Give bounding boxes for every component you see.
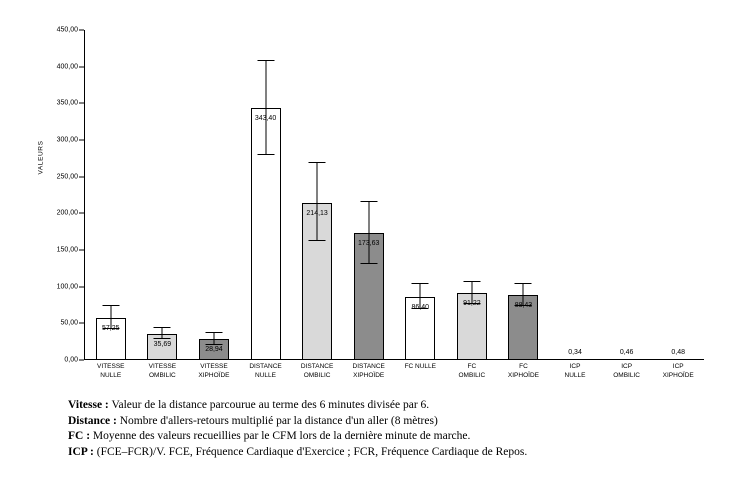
x-axis-tick-label-line: OMBILIC [303,372,331,379]
x-axis-tick-label-line: XIPHOÏDE [662,372,694,379]
x-axis-tick-label [85,362,137,380]
bar-value-label: 28,94 [205,345,223,353]
x-axis-tick-label [291,362,343,380]
x-axis-tick-label-line: OMBILIC [458,372,486,379]
error-bar-cap [309,162,326,163]
x-axis-tick-label-line: XIPHOÏDE [507,372,539,379]
x-axis-tick-label [652,362,704,380]
footnotes [68,398,708,460]
y-axis-tick-label: 350,00 [56,99,78,107]
error-bar [265,61,266,155]
bar-slot [251,30,281,360]
error-bar-cap [360,263,377,264]
x-axis-tick-label-line: XIPHOÏDE [353,372,385,379]
x-axis-tick-label [137,362,189,380]
bar-slot [199,30,229,360]
error-bar [368,202,369,264]
x-axis-tick-label-line: DISTANCE [249,363,282,370]
y-axis-tick-labels [46,26,82,364]
x-axis-tick-label [601,362,653,380]
x-axis-tick-label-line: DISTANCE [300,363,334,370]
x-axis-tick-label [395,362,447,371]
bar-value-label: 343,40 [254,115,277,123]
bar-value-label: 57,25 [102,325,120,333]
x-axis-tick-label-line: FC [519,363,528,370]
footnote-vitesse-text: Valeur de la distance parcourue au terme des 6 minutes divisée par 6. [108,399,430,411]
x-axis-tick-label-line: VITESSE [200,363,228,370]
error-bar-cap [102,305,119,306]
x-axis-tick-label-line: FC NULLE [404,363,436,370]
x-axis-tick-label-line: VITESSE [148,363,177,370]
bar-slot [354,30,384,360]
error-bar-cap [360,201,377,202]
y-axis-tick-label: 0,00 [64,356,78,364]
bar-value-label: 0,34 [568,349,582,356]
x-axis-tick-label [498,362,550,380]
error-bar-cap [463,281,480,282]
bar-slot [147,30,177,360]
x-axis-tick-label [240,362,292,380]
bar-value-label: 0,46 [619,349,634,356]
x-axis-tick-label-line: FC [467,363,477,370]
y-axis-tick-label: 250,00 [56,173,78,181]
footnote-fc-text: Moyenne des valeurs recueillies par le CFM lors de la dernière minute de marche. [90,430,471,442]
x-axis-tick-label-line: OMBILIC [613,372,640,379]
x-axis-tick-label-line: OMBILIC [149,372,176,379]
x-axis-tick-label [446,362,498,380]
x-axis-tick-label-line: NULLE [100,372,122,379]
footnote-fc-label: FC : [68,430,91,442]
x-axis-tick-label-line: NULLE [255,372,277,379]
footnote-distance-label: Distance : [68,414,117,427]
footnote-icp [68,445,708,461]
error-bar-cap [309,240,326,241]
bar-series [85,30,704,360]
bar-slot [457,30,487,360]
x-axis-tick-label [188,362,240,380]
bar-slot [663,30,693,360]
chart-plot-area [37,14,714,379]
bar-slot [405,30,435,360]
bar-slot [612,30,642,360]
error-bar-cap [257,154,274,155]
y-axis-tick-label: 150,00 [56,246,78,254]
bar-slot [508,30,538,360]
x-axis-tick-label-line: VITESSE [97,363,125,370]
x-axis-tick-label-line: ICP [672,363,684,370]
bar-value-label: 0,48 [671,349,686,356]
error-bar-cap [154,338,171,339]
y-axis-tick-label: 400,00 [56,63,78,71]
bar-slot [96,30,126,360]
bar-value-label: 35,69 [153,340,172,348]
y-axis-tick-label: 100,00 [56,283,78,291]
x-axis-tick-label-line: ICP [569,363,581,370]
bar-value-label: 214,13 [306,209,328,217]
x-axis-tick-label-line: NULLE [564,372,586,379]
bar-slot [560,30,590,360]
error-bar-cap [257,60,274,61]
x-axis-tick-label [343,362,395,380]
bar-value-label: 91,22 [463,300,481,308]
footnote-vitesse [68,398,708,414]
footnote-fc [68,429,708,445]
y-axis-tick-label: 50,00 [60,319,78,327]
y-axis-tick-label: 300,00 [56,136,78,144]
footnote-vitesse-label: Vitesse : [68,399,109,411]
x-axis-tick-label-line: DISTANCE [352,363,385,370]
footnote-distance [68,414,708,430]
error-bar-cap [205,332,222,333]
error-bar-cap [205,344,222,345]
x-axis-tick-label-line: ICP [621,363,633,370]
footnote-distance-text: Nombre d'allers-retours multiplié par la distance d'un aller (8 mètres) [116,414,438,427]
error-bar-cap [154,327,171,328]
y-axis-title: VALEURS [37,140,45,175]
error-bar-cap [412,283,429,284]
x-axis-tick-labels [85,362,704,392]
bar-value-label: 86,40 [411,303,430,311]
y-axis-tick-label: 450,00 [56,26,78,34]
y-axis-tick-label: 200,00 [56,209,78,217]
error-bar-cap [515,283,532,284]
bar-value-label: 173,63 [357,239,380,247]
footnote-icp-label: ICP : [68,445,94,458]
bar-slot [302,30,332,360]
x-axis-tick-label [549,362,601,380]
footnote-icp-text: (FCE–FCR)/V. FCE, Fréquence Cardiaque d'Exercice ; FCR, Fréquence Cardiaque de Repos. [93,445,528,458]
x-axis-tick-label-line: XIPHOÏDE [198,372,230,379]
error-bar [317,163,318,241]
bar-value-label: 88,43 [514,302,533,310]
